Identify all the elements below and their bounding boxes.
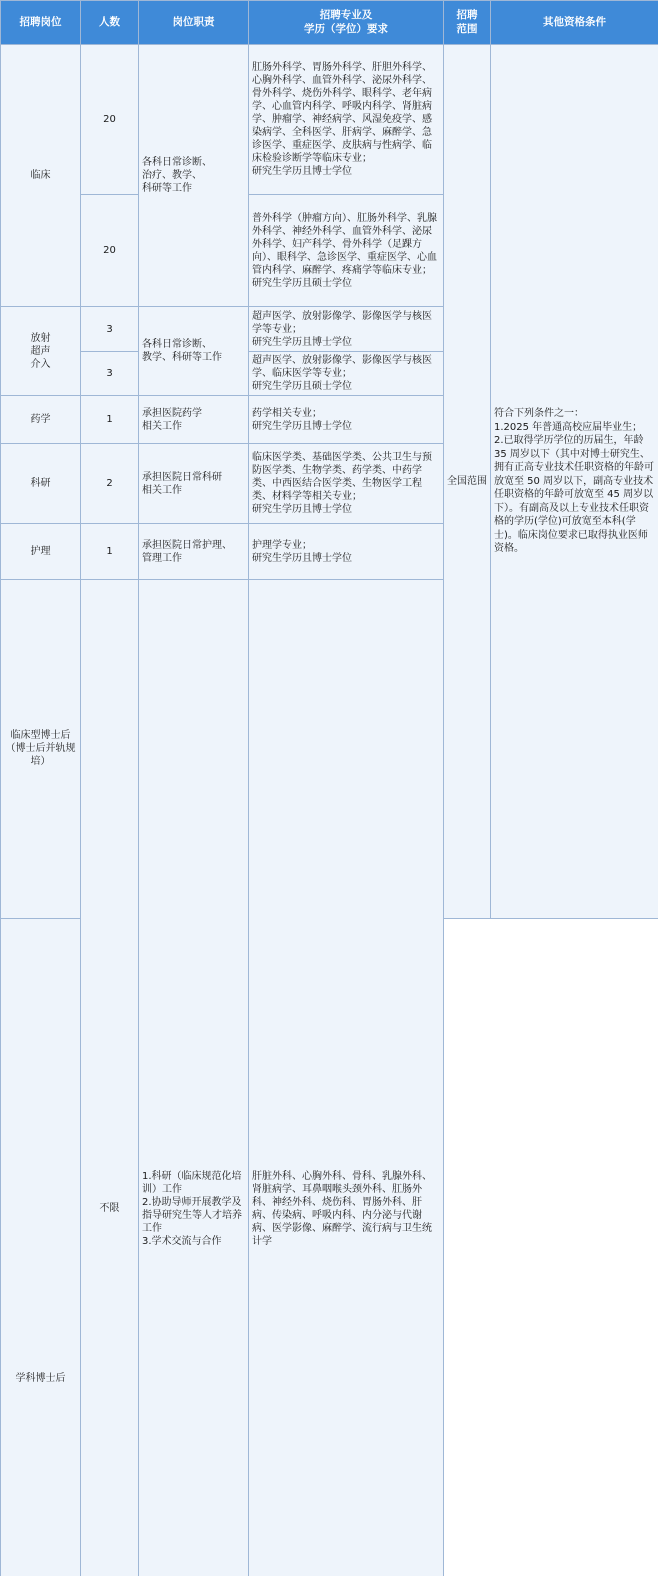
radiology-count-doctor: 3 (81, 307, 139, 352)
pharmacy-count: 1 (81, 396, 139, 444)
header-major-line2: 学历（学位）要求 (251, 23, 441, 37)
header-count: 人数 (81, 1, 139, 45)
header-position: 招聘岗位 (1, 1, 81, 45)
header-duty: 岗位职责 (139, 1, 249, 45)
header-other: 其他资格条件 (491, 1, 658, 45)
pharmacy-duty: 承担医院药学 相关工作 (139, 396, 249, 444)
nursing-major: 护理学专业； 研究生学历且博士学位 (249, 524, 444, 580)
header-scope (444, 1, 491, 45)
radiology-duty: 各科日常诊断、 教学、科研等工作 (139, 307, 249, 396)
nursing-duty: 承担医院日常护理、 管理工作 (139, 524, 249, 580)
postdoc-clinical-position: 临床型博士后 （博士后并轨规 培） (1, 580, 81, 919)
research-duty: 承担医院日常科研 相关工作 (139, 444, 249, 524)
table-row (1, 45, 658, 195)
radiology-major-master: 超声医学、放射影像学、影像医学与核医学、临床医学等专业； 研究生学历且硕士学位 (249, 352, 444, 396)
clinical-duty: 各科日常诊断、 治疗、教学、 科研等工作 (139, 45, 249, 307)
clinical-count-master: 20 (81, 195, 139, 307)
research-count: 2 (81, 444, 139, 524)
header-major (249, 1, 444, 45)
postdoc-major: 肝脏外科、心胸外科、骨科、乳腺外科、肾脏病学、耳鼻咽喉头颈外科、肛肠外科、神经外科、烧伤科、胃肠外科、肝病、传染病、呼吸内科、内分泌与代谢病、医学影像、麻醉学、流行病与卫生统计学 (249, 580, 444, 1576)
clinical-position: 临床 (1, 45, 81, 307)
radiology-count-master: 3 (81, 352, 139, 396)
header-major-line1: 招聘专业及 (251, 9, 441, 23)
clinical-major-master: 普外科学（肿瘤方向）、肛肠外科学、乳腺外科学、神经外科学、血管外科学、泌尿外科学、妇产科学、骨外科学（足踝方向）、眼科学、急诊医学、重症医学、心血管内科学、麻醉学、疼痛学等临床专业； 研究生学历且硕士学位 (249, 195, 444, 307)
clinical-count-doctor: 20 (81, 45, 139, 195)
other-conditions: 符合下列条件之一： 1.2025 年普通高校应届毕业生； 2.已取得学历学位的历届生，年龄 35 周岁以下（其中对博士研究生、拥有正高专业技术任职资格的年龄可放宽至 50 周岁以下，副高专业技术任职资格的年龄可放宽至 45 周岁以下）。有副高及以上专业技术任职资格的学历(学位)可放宽至本科(学士)。临床岗位要求已取得执业医师资格。 (491, 45, 658, 919)
pharmacy-major: 药学相关专业； 研究生学历且博士学位 (249, 396, 444, 444)
postdoc-count: 不限 (81, 580, 139, 1576)
radiology-position: 放射 超声 介入 (1, 307, 81, 396)
header-scope-line2: 范围 (446, 23, 488, 37)
postdoc-discipline-position: 学科博士后 (1, 918, 81, 1576)
research-position: 科研 (1, 444, 81, 524)
recruit-scope: 全国范围 (444, 45, 491, 919)
radiology-major-doctor: 超声医学、放射影像学、影像医学与核医学等专业； 研究生学历且博士学位 (249, 307, 444, 352)
nursing-position: 护理 (1, 524, 81, 580)
postdoc-duty: 1.科研（临床规范化培训）工作 2.协助导师开展教学及指导研究生等人才培养工作 3.学术交流与合作 (139, 580, 249, 1576)
header-row (1, 1, 658, 45)
nursing-count: 1 (81, 524, 139, 580)
header-scope-line1: 招聘 (446, 9, 488, 23)
research-major: 临床医学类、基础医学类、公共卫生与预防医学类、生物学类、药学类、中药学类、中西医结合医学类、生物医学工程类、材料学等相关专业； 研究生学历且博士学位 (249, 444, 444, 524)
clinical-major-doctor: 肛肠外科学、胃肠外科学、肝胆外科学、心胸外科学、血管外科学、泌尿外科学、骨外科学、烧伤外科学、眼科学、老年病学、心血管内科学、呼吸内科学、肾脏病学、肿瘤学、神经病学、风湿免疫学、感染病学、全科医学、肝病学、麻醉学、急诊医学、重症医学、皮肤病与性病学、临床检验诊断学等临床专业； 研究生学历且博士学位 (249, 45, 444, 195)
pharmacy-position: 药学 (1, 396, 81, 444)
